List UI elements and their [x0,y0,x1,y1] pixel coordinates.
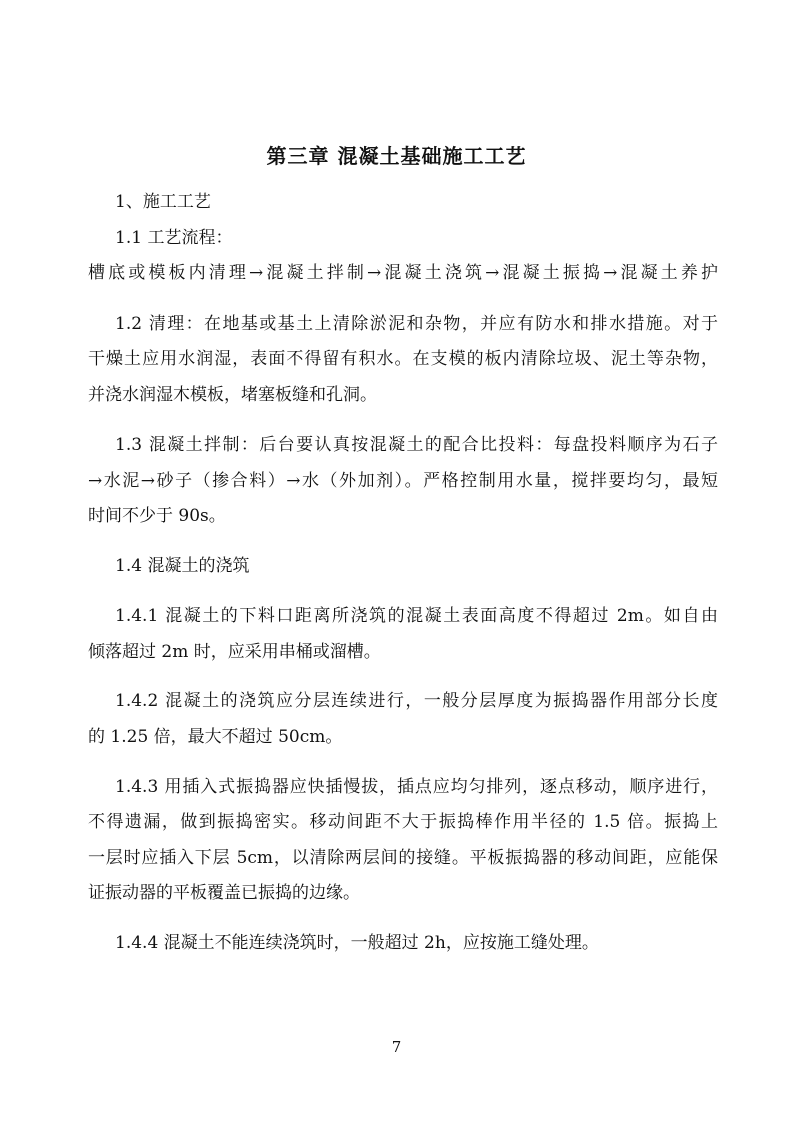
paragraph-1-4-1-line-2: 倾落超过 2m 时，应采用串桶或溜槽。 [88,642,381,662]
paragraph-1-4-2-line-2: 的 1.25 倍，最大不超过 50cm。 [88,727,343,747]
paragraph-1-2-line-1: 1.2 清理：在地基或基土上清除淤泥和杂物，并应有防水和排水措施。对于 [115,314,718,334]
page-number: 7 [391,1038,402,1056]
section-heading-1: 1、施工工艺 [115,192,211,212]
paragraph-1-4-4-line-1: 1.4.4 混凝土不能连续浇筑时，一般超过 2h，应按施工缝处理。 [115,933,599,953]
process-flow-line: 槽底或模板内清理→混凝土拌制→混凝土浇筑→混凝土振捣→混凝土养护 [88,263,718,283]
paragraph-1-4-3-line-2: 不得遗漏，做到振捣密实。移动间距不大于振捣棒作用半径的 1.5 倍。振捣上 [88,812,718,832]
paragraph-1-4-3-line-3: 一层时应插入下层 5cm，以清除两层间的接缝。平板振捣器的移动间距，应能保 [88,848,718,868]
paragraph-1-4-3-line-4: 证振动器的平板覆盖已振捣的边缘。 [88,883,360,903]
paragraph-1-3-line-3: 时间不少于 90s。 [88,506,226,526]
section-heading-1-4: 1.4 混凝土的浇筑 [115,556,250,576]
paragraph-1-4-1-line-1: 1.4.1 混凝土的下料口距离所浇筑的混凝土表面高度不得超过 2m。如自由 [115,606,718,626]
paragraph-1-4-2-line-1: 1.4.2 混凝土的浇筑应分层连续进行，一般分层厚度为振捣器作用部分长度 [115,691,718,711]
paragraph-1-3-line-2: →水泥→砂子（掺合料）→水（外加剂）。严格控制用水量，搅拌要均匀，最短 [88,471,718,491]
paragraph-1-2-line-2: 干燥土应用水润湿，表面不得留有积水。在支模的板内清除垃圾、泥土等杂物， [88,349,718,369]
chapter-title: 第三章 混凝土基础施工工艺 [266,144,527,168]
section-heading-1-1: 1.1 工艺流程： [115,228,233,248]
paragraph-1-2-line-3: 并浇水润湿木模板，堵塞板缝和孔洞。 [88,385,377,405]
paragraph-1-3-line-1: 1.3 混凝土拌制：后台要认真按混凝土的配合比投料：每盘投料顺序为石子 [115,435,718,455]
paragraph-1-4-3-line-1: 1.4.3 用插入式振捣器应快插慢拔，插点应均匀排列，逐点移动，顺序进行， [115,777,718,797]
